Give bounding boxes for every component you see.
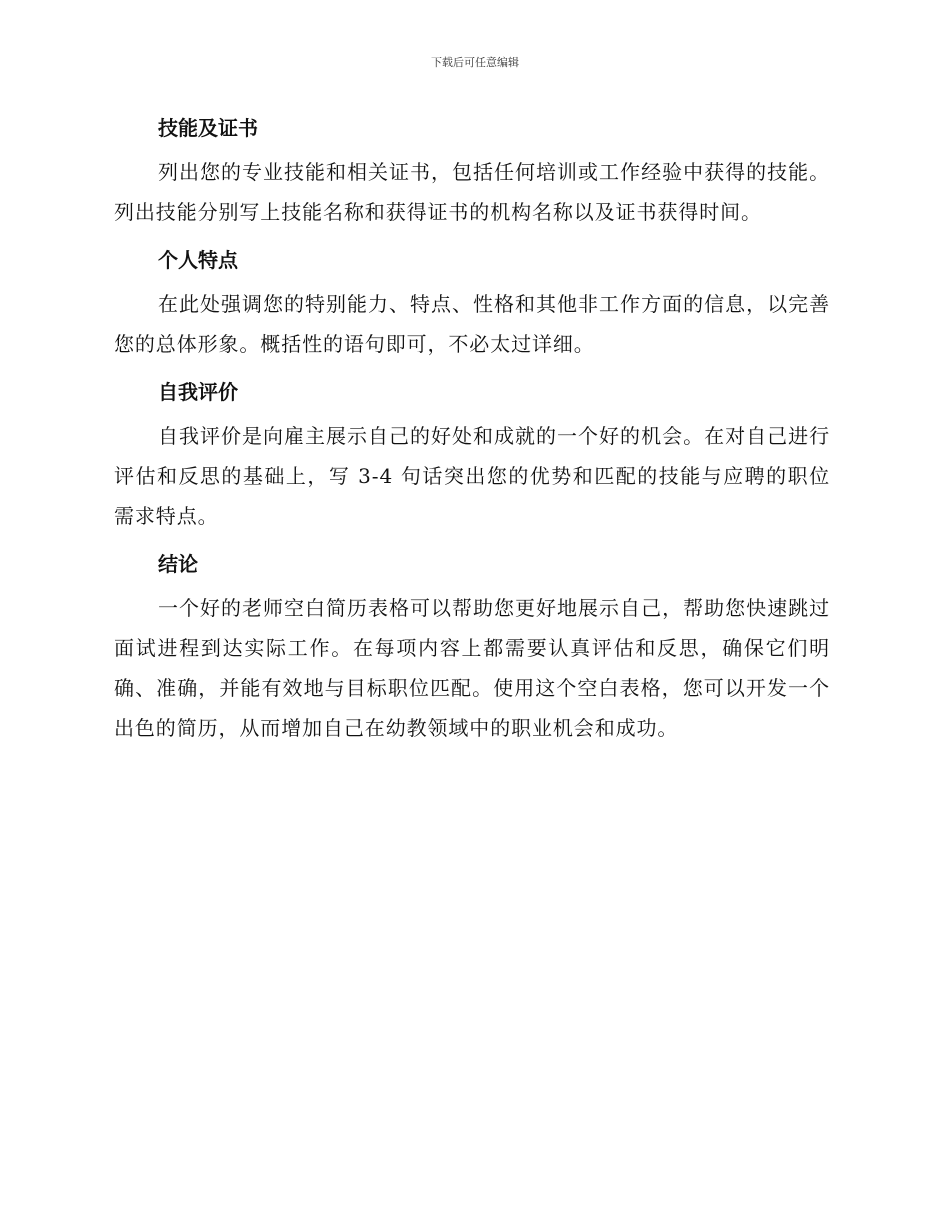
section-paragraph: 自我评价是向雇主展示自己的好处和成就的一个好的机会。在对自己进行评估和反思的基础上，写 3-4 句话突出您的优势和匹配的技能与应聘的职位需求特点。: [114, 424, 830, 528]
section-paragraph: 列出您的专业技能和相关证书，包括任何培训或工作经验中获得的技能。列出技能分别写上技能名称和获得证书的机构名称以及证书获得时间。: [114, 160, 830, 224]
section-heading: 结论: [158, 552, 198, 576]
section-heading: 技能及证书: [158, 116, 258, 140]
document-body: [114, 108, 830, 748]
section-heading: 个人特点: [158, 248, 238, 272]
section-personal-traits: [114, 240, 830, 364]
page-header: 下载后可任意编辑: [431, 56, 519, 69]
section-conclusion: [114, 544, 830, 748]
section-paragraph: 一个好的老师空白简历表格可以帮助您更好地展示自己，帮助您快速跳过面试进程到达实际工作。在每项内容上都需要认真评估和反思，确保它们明确、准确，并能有效地与目标职位匹配。使用这个空白表格，您可以开发一个出色的简历，从而增加自己在幼教领域中的职业机会和成功。: [114, 596, 830, 740]
section-paragraph: 在此处强调您的特别能力、特点、性格和其他非工作方面的信息，以完善您的总体形象。概括性的语句即可，不必太过详细。: [114, 292, 830, 356]
section-self-evaluation: [114, 372, 830, 536]
section-skills-certificates: [114, 108, 830, 232]
section-heading: 自我评价: [158, 380, 238, 404]
